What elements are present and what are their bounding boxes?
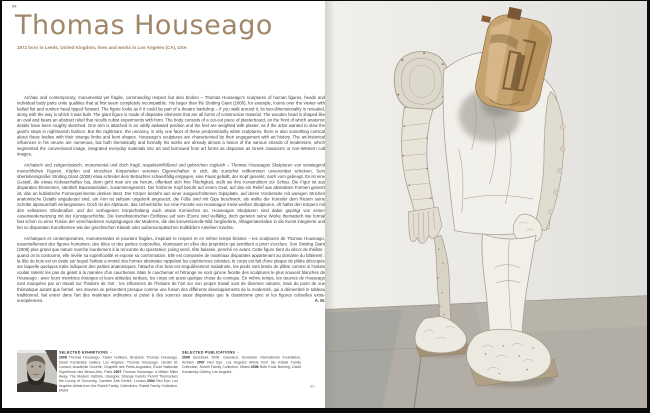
essay-paragraph-french	[17, 236, 325, 304]
selected-exhibitions-heading	[59, 350, 178, 355]
selected-publications-column	[182, 350, 301, 399]
author-initials: A. M.	[314, 298, 325, 304]
essay-text	[17, 95, 325, 304]
selected-publications-label: SELECTED PUBLICATIONS	[182, 350, 236, 355]
selected-publications-content	[182, 350, 301, 375]
portrait-eye-left	[31, 366, 33, 368]
selected-exhibitions-content	[59, 350, 178, 393]
publications-list: 2008 Sonsbeek 2008: Grandeur, Sonsbeek International Foundation, Arnhem 2007 Red Eye: Los Angeles Artists from the Rubell Family Collection, Rubell Family Collection, Miami 2006 Both Ends Burning, David Kordansky Gallery, Los Angeles	[182, 356, 301, 374]
essay-paragraph-german: Archaisch und zeitgenössisch, monumental und doch fragil, respekteinflößend und gebrochen zugleich – Thomas Houseagos Skulpturen von vorwiegend menschlichen Figuren, Köpfen und einzelnen Körperteilen vereinen Eigenschaften in sich, die zunächst vollkommen unvereinbar scheinen. Sein überlebensgroßer Striding Giant (2008) etwa schreitet dem Betrachter schwerfällig entgegen, eine Faust geballt, der Kopf gesenkt, nach vorn gebeugt. Es ist eine Gestalt, die etwas Kulissenhaftes hat, denn geht man um sie herum, offenbart sich ihre Flächigkeit, stellt sie ihre Konstruktion zur Schau. Die Figur ist aus disparaten Elementen, sämtlich Baumaterialien, zusammengesetzt. Der hölzerne Kopf beruht auf einem Oval, auf das ein Relief aus abstrakten Formen gesetzt ist, das an kubistische Formexperimente denken lässt. Der Körper besteht aus einer ausgeschnittenen Gipsplatte, auf deren Vorderseite mit wenigen Strichen anatomische Details angedeutet sind, ein Arm ist seltsam ungelenk angesetzt, die Füße sind mit Gips beschwert, als wollte der Künstler dem Riesen seine Schritte alptraumhaft verlangsamen. Doch ist der Alptraum, das Unheimliche nur eine Facette von Houseagos meist weißen Skulpturen, oft haftet den Körpern mit den seltsamen Gliedmaßen und der verbogenen Körperhaltung auch etwas Komisches an. Houseagos Skulpturen sind dabei geprägt von seiner Auseinandersetzung mit der Kunstgeschichte. Die kunsthistorischen Einflüsse auf sein Œuvre sind vielfältig, doch gerieten seine Werke thematisch wie formal fast schon zu einer Fusion der verschiedenen Ausprägungen der Moderne, die das konventionelle Bild zergliederte, Alltagsmaterialien in die Kunst integrierte und bei so disparaten Kunstformen wie der griechischen Klassik oder außereuropäischen Kultbildern Anleihen machte.	[17, 162, 325, 230]
portrait-eye-right	[39, 366, 41, 368]
book-spread	[2, 1, 647, 408]
sculpture-shoulder-disc	[394, 51, 449, 111]
sculpture-photo	[325, 1, 647, 408]
arrow-icon: →	[109, 350, 114, 355]
selected-publications-heading	[182, 350, 301, 355]
artist-portrait-graphic	[17, 350, 57, 392]
left-page	[2, 1, 325, 408]
arrow-icon: →	[236, 350, 241, 355]
footer-section	[2, 349, 325, 401]
artist-bio-line: 1972 born in Leeds, United Kingdom, lives and works in Los Angeles (CA), USA	[17, 45, 187, 50]
artist-portrait-photo	[17, 350, 57, 392]
selected-exhibitions-label: SELECTED EXHIBITIONS	[59, 350, 109, 355]
selected-exhibitions-column	[59, 350, 178, 408]
page-title: Thomas Houseago	[15, 10, 273, 41]
french-text: Archaïques et contemporaines, monumentales et pourtant fragiles, inspirant le respect et en même temps brisées – les sculptures de Thomas Houseago, essentiellement des figures humaines, des têtes et des parties corporelles, réunissant en elles des propriétés qui semblent a priori s'exclure. Son Striding Giant (2008) plus grand que nature marche lourdement à la rencontre du spectateur, poing serré, tête baissée, penché en avant. Cette figure tient du décor de théâtre : quand on la contourne, elle révèle sa superficialité et expose sa conformation. Elle est composée de matériaux disparates appartenant au domaine du bâtiment : la tête de bois est un ovale sur lequel l'artiste a monté des formes abstraites rappelant les expériences cubistes, le corps est fait d'une plaque de plâtre découpée sur laquelle quelques traits indiquent des parties anatomiques, l'attache d'un bras est singulièrement maladroite, les pieds sont lestés de plâtre comme si l'artiste voulait ralentir les pas du géant à la manière d'un cauchemar. Mais le cauchemar et l'étrange ne sont qu'une facette des sculptures le plus souvent blanches de Houseago : avec leurs membres étranges et leurs attitudes tordues, les corps ont aussi quelque chose de comique. En même temps, les œuvres de Houseago sont marquées par un travail sur l'histoire de l'art : les influences de l'histoire de l'art sur son propre travail sont de diverses natures, mais du point de vue thématique autant que formel, ses œuvres se présentent presque comme une fusion des différents développements de la modernité, qui a démembré le tableau traditionnel, fait entrer dans l'art des matériaux ordinaires et puisé à des sources aussi disparates que le classicisme grec et les figures cultuelles extra-européennes.	[17, 235, 325, 304]
folio-number: 94	[12, 4, 17, 9]
essay-paragraph-english: Archaic and contemporary, monumental yet fragile, commanding respect but also broken – Thomas Houseago's sculptures of human figures, heads and individual body parts unite qualities that at first seem completely incompatible. His larger than life Striding Giant (2008), for example, looms over the viewer with balled fist and sunken head tipped forward. The figure looks as if it could be part of a theatre backdrop – if you walk around it, its two-dimensionality is revealed, along with the way in which it was built. The giant figure is made of disparate elements that are all forms of construction material. The wooden head is shaped like an oval and bears an abstract relief that recalls cubist experiments with form. The body consists of a cut-out piece of plasterboard, on the front of which anatomic details have been roughly sketched. One arm is attached in an oddly awkward position and the feet are weighted with plaster, as if the artist wanted to slow the giant's steps in nightmarish fashion. But the nightmare, the uncanny, is only one facet of these predominantly white sculptures, there is also something comical about these bodies with their strange limbs and bent shapes. Houseago's sculptures are characterised by their engagement with art history. The art-historical influences in his oeuvre are numerous, but both thematically and formally his works are already almost a fusion of the various strands of modernism, which segmented the conventional image, integrated everyday materials into art and borrowed from art forms as disparate as Greek classicism or non-Western cult images.	[17, 95, 325, 157]
right-page	[325, 1, 647, 408]
gutter-shadow	[325, 1, 335, 408]
folio-number: 95	[310, 384, 315, 389]
exhibitions-list: 2008 Thomas Houseago, Xavier Hufkens, Brussels; Thomas Houseago, David Kordansky Gallery, Los Angeles; Thomas Houseago, Herald St, London; Académie Ouverte, Chapelle des Petits-Augustins, École Nationale Supérieure des Beaux-Arts, Paris 2007 Thomas Houseago: A Million Miles Away, The Modern Institute, Glasgow; Strange Events Permit Themselves the Luxury of Occurring, Camden Arts Centre, London 2004 Red Eye: Los Angeles Artists from the Rubell Family Collections, Rubell Family Collection, Miami	[59, 356, 178, 393]
page-subtitle	[17, 45, 325, 55]
